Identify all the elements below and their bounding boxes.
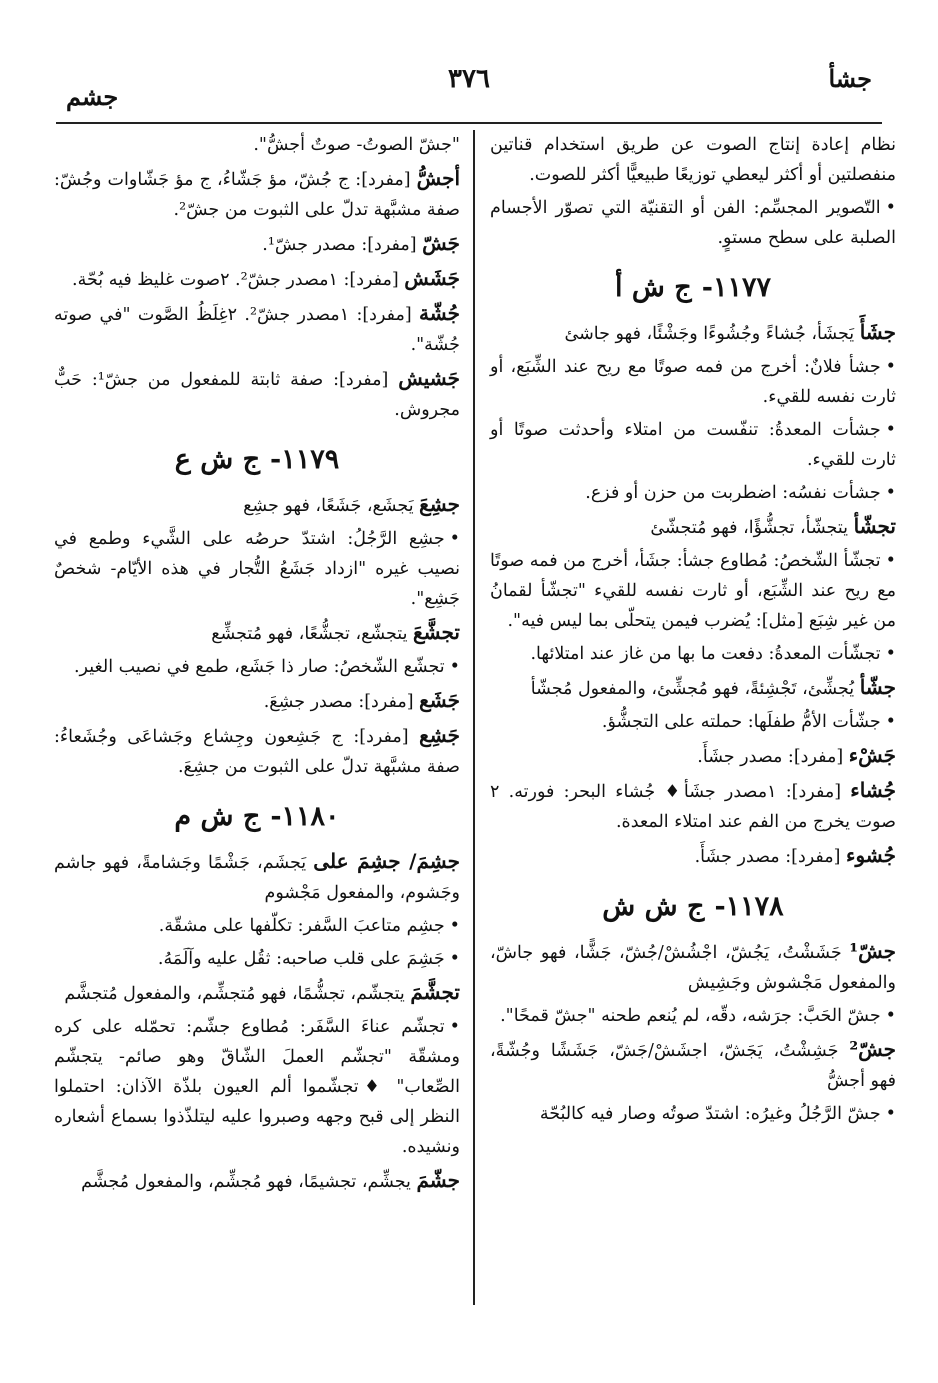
dictionary-entry (54, 1165, 460, 1197)
entry-headword: جُشّة (419, 301, 460, 325)
entry-headword: جشِمَ/ جشِمَ على (313, 849, 460, 873)
dictionary-entry (54, 363, 460, 425)
entry-text: يُجشِّئ، تَجْشِئةً، فهو مُجشِّئ، والمفعول مُجشّأ (530, 679, 860, 699)
sense-item (490, 639, 896, 669)
entry-headword: تجشّأ (853, 514, 896, 538)
entry-text: [مفرد]: صفة ثابتة للمفعول من جشّ¹: حَبٌّ مجروش. (54, 370, 460, 420)
entry-headword: جشِعَ (419, 492, 460, 516)
running-headword-left: جشم (66, 82, 119, 111)
sense-text: جَشِمَ على قلب صاحبه: ثقُل عليه وآلَمَهُ. (157, 949, 445, 969)
bullet-icon: • (885, 420, 896, 440)
sense-text: جشّأت الأمُّ طفلَها: حملته على التجشُّؤ. (601, 712, 881, 732)
bullet-icon: • (449, 529, 460, 549)
sense-text: التّصوير المجسِّم: الفن أو التقنيّة التي تصوّر الأجسام الصلبة على سطح مستوٍ. (490, 198, 896, 248)
sense-item (54, 911, 460, 941)
entry-headword: جَشّ (422, 231, 460, 255)
entry-text: جَشَشْتُ، يَجُشّ، اجْشُشْ/جُشّ، جَشًّا، فهو جاشّ، والمفعول مَجْشوش وجَشِيش (490, 943, 896, 993)
bullet-icon: • (885, 644, 896, 664)
entry-text: يجشِّم، تجشيمًا، فهو مُجشِّم، والمفعول مُجشَّم (81, 1172, 417, 1192)
dictionary-entry (490, 775, 896, 837)
entry-text: [مفرد]: ج جَشِعون وجِشاع وجَشاعَى وجُشَعاءُ: صفة مشبَّهة تدلّ على الثبوت من جشِعَ. (54, 727, 460, 777)
sense-item (490, 193, 896, 253)
dictionary-entry (54, 977, 460, 1009)
bullet-icon: • (885, 1006, 896, 1026)
sense-item (490, 478, 896, 508)
entry-headword: جشّأ (859, 675, 896, 699)
column-divider (473, 130, 475, 1305)
sense-text: جشأ فلانٌ: أخرج من فمه صوتًا مع ريح عند الشِّبَع، أو ثارت نفسه للقيء. (490, 357, 896, 407)
entry-text: [مفرد]: مصدر جشَأَ. (697, 747, 849, 767)
entry-text: يتجشّم، تجشُّمًا، فهو مُتجشِّم، والمفعول مُتجشَّم (64, 984, 411, 1004)
root-heading (54, 798, 460, 836)
dictionary-entry (54, 263, 460, 295)
entry-headword: جَشَش (404, 266, 460, 290)
entry-headword: تجشَّعَ (413, 620, 460, 644)
dictionary-entry (490, 840, 896, 872)
sense-item (490, 546, 896, 636)
entry-text: يتجشّأ، تجشُّؤًا، فهو مُتجشّئ (650, 518, 854, 538)
sense-text: تجشّع الشّخصُ: صار ذا جَشَع، طمع في نصيب الغير. (73, 657, 445, 677)
entry-text: [مفرد]: ١مصدر جشَأ♦ جُشاء البحر: فورته. ٢ صوت يخرج من الفم عند امتلاء المعدة. (490, 782, 896, 832)
dictionary-entry (490, 317, 896, 349)
header-rule (56, 122, 882, 124)
entry-headword: جشّمَ (416, 1168, 460, 1192)
entry-text: جَشِشْتُ، يَجَشّ، اجشَشْ/جَشّ، جَشَشًا وجُشّةً، فهو أجشُّ (490, 1041, 896, 1091)
dictionary-entry (490, 740, 896, 772)
sense-item (54, 1012, 460, 1162)
root-letters: ج ش أ (615, 272, 692, 303)
bullet-icon: • (885, 1104, 896, 1124)
entry-headword: جشَأَ (859, 320, 896, 344)
entry-text: يَجشَم، جَشْمًا وجَشامةً، فهو جاشم وجَشوم، والمفعول مَجْشوم (54, 853, 460, 903)
entry-headword: جَشِع (419, 723, 460, 747)
bullet-icon: • (449, 949, 460, 969)
bullet-icon: • (449, 657, 460, 677)
sense-text: جشّ الحَبَّ: جرَشه، دقّه، لم يُنعم طحنه "جشّ قمحًا". (500, 1006, 881, 1026)
entry-headword: تجشَّمَ (410, 980, 460, 1004)
entry-text: [مفرد]: ج جُشّ، مؤ جَشّاءُ، ج مؤ جَشّاوات وجُشّ: صفة مشبَّهة تدلّ على الثبوت من جشّ². (54, 170, 460, 220)
continuation-text: "جشّ الصوتُ- صوتٌ أجشُّ". (253, 135, 460, 155)
entry-text: [مفرد]: مصدر جشّ¹. (262, 235, 423, 255)
dictionary-entry (490, 936, 896, 998)
sense-item (490, 415, 896, 475)
root-letters: ج ش م (174, 801, 261, 832)
entry-headword: جُشوء (846, 843, 896, 867)
bullet-icon: • (885, 357, 896, 377)
entry-text: [مفرد]: ١مصدر جشّ². ٢صوت غليظ فيه بُحّة. (72, 270, 405, 290)
sense-text: جشِم متاعبَ السَّفر: تكلّفها على مشقّة. (158, 916, 445, 936)
entry-headword: جَشيش (398, 366, 460, 390)
root-letters: ج ش ش (602, 891, 705, 922)
sense-item (490, 1099, 896, 1129)
entry-text: [مفرد]: مصدر جشَأَ. (694, 847, 847, 867)
root-number: ١١٧٧- (701, 272, 771, 303)
root-heading (54, 441, 460, 479)
entry-text: يَجشَأ، جُشاءً وجُشُوءًا وجَشْئًا، فهو جاشئ (564, 324, 860, 344)
dictionary-entry (490, 672, 896, 704)
entry-text: يتجشّع، تجشُّعًا، فهو مُتجشِّع (211, 624, 414, 644)
root-letters: ج ش ع (174, 444, 261, 475)
dictionary-entry (54, 846, 460, 908)
entry-headword: جَشْء (848, 743, 896, 767)
sense-text: تجشّأ الشّخصُ: مُطاوع جشأ: جشَأ، أخرج من فمه صوتًا مع ريح عند الشِّبَع، أو ثارت نفسه للقيء "تجشّأ لقمانُ من غير شِبَع [مثل]: يُضرب فيمن يتحلّى بما ليس فيه". (490, 551, 896, 631)
sense-item (54, 524, 460, 614)
entry-text: [مفرد]: مصدر جشِعَ. (263, 692, 420, 712)
sense-item (54, 944, 460, 974)
root-number: ١١٧٩- (270, 444, 340, 475)
sense-item (490, 352, 896, 412)
bullet-icon: • (885, 551, 896, 571)
bullet-icon: • (449, 916, 460, 936)
entry-headword: جُشاء (850, 778, 896, 802)
dictionary-entry (54, 617, 460, 649)
root-number: ١١٨٠- (270, 801, 340, 832)
dictionary-entry (490, 1034, 896, 1096)
sense-text: جشأت المعدةُ: تنفّست من امتلاء وأحدثت صوتًا أو ثارت للقيء. (490, 420, 896, 470)
sense-text: جشّ الرَّجُلُ وغيرُه: اشتدّ صوتُه وصار فيه كالبُحّة (539, 1104, 881, 1124)
root-number: ١١٧٨- (714, 891, 784, 922)
dictionary-entry (54, 228, 460, 260)
sense-text: جشِع الرَّجُلُ: اشتدّ حرصُه على الشَّيء وطمع في نصيب غيره "ازداد جَشَعُ التُّجار في هذه الأيّام- شخصٌ جَشِع". (54, 529, 460, 609)
entry-headword: أجشُّ (416, 166, 460, 190)
page-header (56, 60, 882, 110)
root-heading (490, 269, 896, 307)
bullet-icon: • (885, 712, 896, 732)
entry-text: [مفرد]: ١مصدر جشّ². ٢غِلَظُ الصَّوت "في صوته جُشّة". (54, 305, 460, 355)
dictionary-entry (54, 163, 460, 225)
left-column (54, 130, 460, 1200)
running-headword-right: جشأ (828, 64, 872, 93)
sense-item (54, 652, 460, 682)
root-heading (490, 888, 896, 926)
sense-item (490, 1001, 896, 1031)
continuation-text: نظام إعادة إنتاج الصوت عن طريق استخدام قناتين منفصلتين أو أكثر ليعطي توزيعًا طبيعيًّا أكثر للصوت. (490, 135, 896, 185)
bullet-icon: • (885, 198, 896, 218)
entry-text: يَجشَع، جَشَعًا، فهو جشِع (243, 496, 420, 516)
bullet-icon: • (885, 483, 896, 503)
dictionary-entry (54, 298, 460, 360)
entry-headword: جشّ² (849, 1037, 896, 1061)
entry-headword: جَشَع (419, 688, 460, 712)
page-number: ٣٧٦ (448, 64, 490, 94)
dictionary-entry (54, 685, 460, 717)
sense-text: تجشّأت المعدةُ: دفعت ما بها من غاز عند امتلائها. (530, 644, 881, 664)
dictionary-entry (54, 489, 460, 521)
sense-item (490, 707, 896, 737)
entry-headword: جشّ¹ (849, 939, 896, 963)
sense-text: جشأت نفسُه: اضطربت من حزن أو فزع. (585, 483, 881, 503)
bullet-icon: • (449, 1017, 460, 1037)
dictionary-entry (54, 720, 460, 782)
sense-text: تجشّم عناءَ السَّفَر: مُطاوع جشّم: تحمّله على كره ومشقّة "تجشّم العملَ الشّاقّ وهو صائم- يتجشّم الصِّعاب" ♦تجشّموا ألم العيون بلذّة الآذان: احتملوا النظر إلى قبح وجهه وصبروا عليه ليتلذّذوا بسماع أشعاره ونشيده. (54, 1017, 460, 1157)
dictionary-entry (490, 511, 896, 543)
right-column (490, 130, 896, 1132)
